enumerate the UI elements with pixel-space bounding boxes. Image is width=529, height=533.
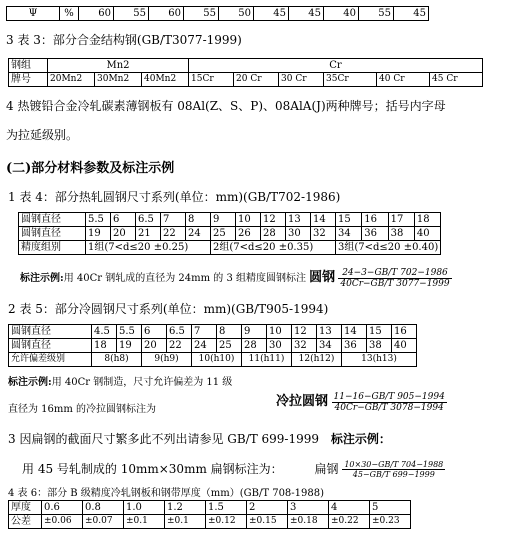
cold-diameter-value: 7	[192, 325, 217, 339]
thickness-value: 5	[370, 501, 411, 515]
diameter-value: 6.5	[136, 213, 161, 227]
cold-diameter-value: 20	[142, 339, 167, 353]
cold-diameter-label: 圆钢直径	[9, 325, 92, 339]
cold-diameter-value: 28	[242, 339, 267, 353]
tolerance-value: ±0.15	[247, 515, 288, 529]
table5-caption: 2 表 5：部分冷圆钢尺寸系列(单位：mm)(GB/T905-1994)	[8, 302, 329, 316]
tolerance-value: ±0.18	[288, 515, 329, 529]
cold-diameter-value: 5.5	[117, 325, 142, 339]
tolerance-value: ±0.22	[329, 515, 370, 529]
example3-num: 10×30−GB/T 704−1988	[344, 460, 444, 469]
cold-diameter-value: 10	[267, 325, 292, 339]
diameter-value: 14	[311, 213, 336, 227]
example2-name: 冷拉圆钢	[276, 394, 329, 409]
diameter-value: 22	[161, 227, 186, 241]
thickness-value: 1.2	[165, 501, 206, 515]
table3-caption: 3 表 3：部分合金结构钢(GB/T3077-1999)	[6, 33, 242, 47]
cold-diameter-value: 40	[392, 339, 417, 353]
table6-caption: 4 表 6：部分 B 级精度冷轧钢板和钢带厚度（mm）(GB/T 708-1988)	[8, 488, 325, 499]
example3-text: 用 45 号轧制成的 10mm×30mm 扁钢标注为：	[22, 462, 283, 476]
diameter-value: 5.5	[86, 213, 111, 227]
psi-value: 45	[254, 7, 289, 21]
thickness-value: 0.6	[42, 501, 83, 515]
example3-name: 扁钢	[314, 462, 339, 476]
diameter-value: 6	[111, 213, 136, 227]
example2-num: 11−16−GB/T 905−1994	[333, 391, 445, 402]
accuracy-group-3: 3组(7<d≤20 ±0.40)	[336, 241, 441, 255]
example2-den: 40Cr−GB/T 3078−1994	[334, 402, 444, 413]
thickness-value: 3	[288, 501, 329, 515]
example1-fraction	[338, 268, 451, 289]
accuracy-group-1: 1组(7<d≤20 ±0.25)	[86, 241, 211, 255]
cold-diameter-value: 34	[317, 339, 342, 353]
grade-label: 牌号	[9, 73, 48, 87]
grade-cell: 30 Cr	[279, 73, 324, 87]
tolerance-grade: 10(h10)	[192, 353, 242, 367]
tolerance-grade: 11(h11)	[242, 353, 292, 367]
grade-cell: 15Cr	[189, 73, 234, 87]
diameter-value: 15	[336, 213, 362, 227]
psi-value: 45	[289, 7, 324, 21]
psi-label: Ψ	[7, 7, 60, 21]
cold-diameter-value: 24	[192, 339, 217, 353]
example1-text: 用 40Cr 钢轧成的直径为 24mm 的 3 组精度圆钢标注	[63, 273, 306, 284]
cold-diameter-value: 13	[317, 325, 342, 339]
para4-line1: 4 热镀铅合金冷轧碳素薄钢板有 08Al(Z、S、P)、08AlA(J)两种牌号；括号内字母	[6, 99, 446, 113]
psi-unit: %	[60, 7, 79, 21]
diameter-value: 7	[161, 213, 186, 227]
accuracy-label: 精度组别	[19, 241, 86, 255]
example1	[20, 266, 452, 289]
diameter-value: 25	[211, 227, 236, 241]
example1-name: 圆钢	[309, 270, 336, 285]
cold-diameter-value: 6	[142, 325, 167, 339]
cold-diameter-label: 圆钢直径	[9, 339, 92, 353]
example2-label: 标注示例:	[8, 377, 52, 388]
diameter-value: 40	[414, 227, 440, 241]
tolerance-grade: 12(h12)	[292, 353, 342, 367]
table3	[8, 58, 483, 87]
diameter-value: 9	[211, 213, 236, 227]
tolerance-grade: 8(h8)	[92, 353, 142, 367]
tolerance-value: ±0.1	[124, 515, 165, 529]
psi-value: 60	[149, 7, 184, 21]
psi-value: 45	[394, 7, 429, 21]
cold-diameter-value: 36	[342, 339, 367, 353]
cold-diameter-value: 9	[242, 325, 267, 339]
grade-cell: 35Cr	[324, 73, 377, 87]
table4	[18, 212, 441, 255]
grade-cell: 40 Cr	[377, 73, 430, 87]
cold-diameter-value: 14	[342, 325, 367, 339]
tolerance-label: 公差	[9, 515, 42, 529]
diameter-value: 10	[236, 213, 261, 227]
diameter-value: 30	[286, 227, 311, 241]
cold-diameter-value: 22	[167, 339, 192, 353]
tolerance-value: ±0.1	[165, 515, 206, 529]
grade-cell: 30Mn2	[95, 73, 142, 87]
tolerance-value: ±0.07	[83, 515, 124, 529]
grade-cell: 45 Cr	[430, 73, 483, 87]
diameter-value: 8	[186, 213, 211, 227]
table5	[8, 324, 417, 367]
example2-notation	[276, 390, 447, 413]
psi-value: 55	[114, 7, 149, 21]
example1-den: 40Cr−GB/T 3077−1999	[340, 279, 450, 289]
diameter-value: 32	[311, 227, 336, 241]
diameter-value: 34	[336, 227, 362, 241]
example3-fraction	[342, 460, 445, 479]
example2-line1	[8, 373, 232, 388]
diameter-label: 圆钢直径	[19, 213, 86, 227]
grade-cell: 20 Cr	[234, 73, 279, 87]
psi-value: 40	[324, 7, 359, 21]
cold-diameter-value: 38	[367, 339, 392, 353]
diameter-value: 38	[388, 227, 414, 241]
thickness-value: 1.5	[206, 501, 247, 515]
example2-text2: 直径为 16mm 的冷拉圆钢标注为	[8, 404, 157, 415]
thickness-value: 4	[329, 501, 370, 515]
tolerance-grade: 9(h9)	[142, 353, 192, 367]
table4-caption: 1 表 4：部分热轧圆钢尺寸系列(单位：mm)(GB/T702-1986)	[8, 190, 341, 204]
thickness-value: 2	[247, 501, 288, 515]
diameter-value: 36	[362, 227, 388, 241]
diameter-value: 28	[261, 227, 286, 241]
group-label: 钢组	[9, 59, 48, 73]
thickness-value: 0.8	[83, 501, 124, 515]
cold-diameter-value: 6.5	[167, 325, 192, 339]
tolerance-label: 允许偏差级别	[9, 353, 92, 367]
para3	[8, 430, 391, 447]
diameter-value: 26	[236, 227, 261, 241]
diameter-value: 24	[186, 227, 211, 241]
tolerance-value: ±0.23	[370, 515, 411, 529]
tolerance-grade: 13(h13)	[342, 353, 417, 367]
diameter-value: 20	[111, 227, 136, 241]
diameter-value: 19	[86, 227, 111, 241]
thickness-label: 厚度	[9, 501, 42, 515]
example3	[22, 460, 445, 479]
cold-diameter-value: 25	[217, 339, 242, 353]
diameter-value: 16	[362, 213, 388, 227]
thickness-value: 1.0	[124, 501, 165, 515]
psi-value: 50	[219, 7, 254, 21]
cold-diameter-value: 30	[267, 339, 292, 353]
cold-diameter-value: 12	[292, 325, 317, 339]
example1-label: 标注示例:	[20, 273, 64, 284]
table6	[8, 500, 411, 529]
tolerance-value: ±0.12	[206, 515, 247, 529]
tolerance-value: ±0.06	[42, 515, 83, 529]
cold-diameter-value: 4.5	[92, 325, 117, 339]
para3-text: 3 因扁钢的截面尺寸繁多此不列出请参见 GB/T 699-1999	[8, 432, 320, 446]
example3-den: 45−GB/T 699−1999	[352, 470, 435, 479]
para3-label: 标注示例：	[330, 432, 391, 446]
grade-cell: 40Mn2	[142, 73, 189, 87]
cold-diameter-value: 32	[292, 339, 317, 353]
example2-text1: 用 40Cr 钢制造，尺寸允许偏差为 11 级	[51, 377, 233, 388]
group-cr: Cr	[189, 59, 483, 73]
cold-diameter-value: 19	[117, 339, 142, 353]
psi-row-table	[6, 6, 429, 21]
diameter-value: 13	[286, 213, 311, 227]
example2-fraction	[332, 392, 447, 413]
cold-diameter-value: 15	[367, 325, 392, 339]
example1-num: 24−3−GB/T 702−1986	[338, 268, 451, 279]
diameter-value: 18	[414, 213, 440, 227]
psi-value: 55	[184, 7, 219, 21]
diameter-value: 21	[136, 227, 161, 241]
cold-diameter-value: 16	[392, 325, 417, 339]
para4-line2: 为拉延级别。	[6, 128, 79, 142]
psi-value: 60	[79, 7, 114, 21]
cold-diameter-value: 18	[92, 339, 117, 353]
grade-cell: 20Mn2	[48, 73, 95, 87]
accuracy-group-2: 2组(7<d≤20 ±0.35)	[211, 241, 336, 255]
diameter-value: 17	[388, 213, 414, 227]
diameter-value: 12	[261, 213, 286, 227]
cold-diameter-value: 8	[217, 325, 242, 339]
psi-value: 55	[359, 7, 394, 21]
diameter-label: 圆钢直径	[19, 227, 86, 241]
section2-title: (二)部分材料参数及标注示例	[6, 161, 175, 176]
group-mn: Mn2	[48, 59, 189, 73]
